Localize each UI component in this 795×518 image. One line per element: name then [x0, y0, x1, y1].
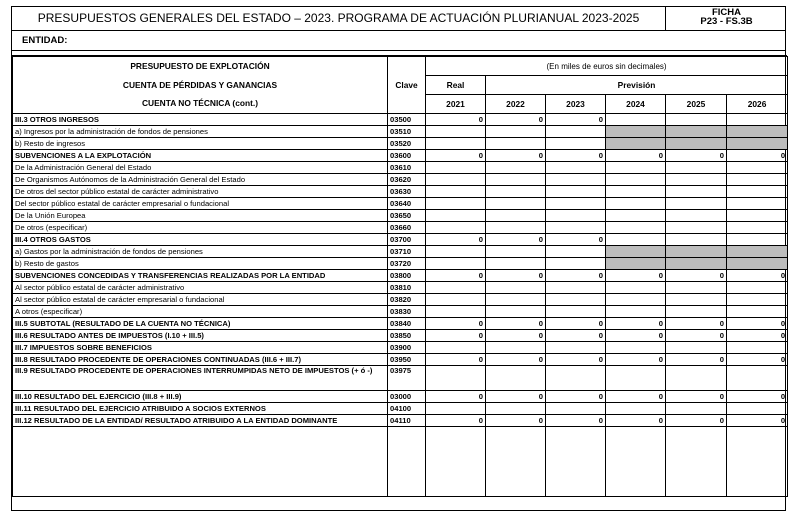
value-cell-2023[interactable]: 0 [546, 415, 606, 427]
value-cell-2026[interactable] [727, 234, 788, 246]
value-cell-2022[interactable] [486, 210, 546, 222]
value-cell-2023[interactable] [546, 174, 606, 186]
value-cell-2023[interactable] [546, 186, 606, 198]
value-cell-2022[interactable]: 0 [486, 318, 546, 330]
title-line-2: CUENTA DE PÉRDIDAS Y GANANCIAS [13, 76, 388, 95]
ficha-label: FICHA [711, 7, 742, 18]
blank-cell [546, 427, 606, 497]
units-note: (En miles de euros sin decimales) [426, 57, 788, 76]
value-cell-2023[interactable] [546, 246, 606, 258]
value-cell-2023[interactable] [546, 126, 606, 138]
form-header [12, 7, 785, 31]
table-row [13, 150, 788, 162]
value-cell-2023[interactable] [546, 258, 606, 270]
year-header: 2026 [727, 95, 788, 114]
value-cell-2025[interactable] [666, 342, 727, 354]
value-cell-2021[interactable] [426, 222, 486, 234]
year-header: 2024 [606, 95, 666, 114]
table-row [13, 282, 788, 294]
value-cell-2023[interactable]: 0 [546, 318, 606, 330]
value-cell-2021[interactable]: 0 [426, 415, 486, 427]
table-row [13, 294, 788, 306]
value-cell-2021[interactable] [426, 366, 486, 391]
value-cell-2021[interactable]: 0 [426, 150, 486, 162]
value-cell-2021[interactable]: 0 [426, 354, 486, 366]
value-cell-2024 [606, 246, 666, 258]
value-cell-2022[interactable]: 0 [486, 150, 546, 162]
value-cell-2023[interactable] [546, 198, 606, 210]
table-body [13, 114, 788, 497]
table-row [13, 234, 788, 246]
table-row [13, 270, 788, 282]
value-cell-2023[interactable]: 0 [546, 150, 606, 162]
value-cell-2026[interactable]: 0 [727, 330, 788, 342]
table-row [13, 391, 788, 403]
value-cell-2021[interactable] [426, 198, 486, 210]
value-cell-2024[interactable]: 0 [606, 150, 666, 162]
row-label: III.4 OTROS GASTOS [13, 234, 388, 246]
table-row [13, 174, 788, 186]
table-row [13, 138, 788, 150]
table-row [13, 366, 788, 391]
blank-cell [666, 427, 727, 497]
row-clave: 03720 [388, 258, 426, 270]
row-label: De la Unión Europea [13, 210, 388, 222]
blank-cell [606, 427, 666, 497]
row-clave: 03630 [388, 186, 426, 198]
value-cell-2025[interactable] [666, 186, 727, 198]
value-cell-2022[interactable] [486, 403, 546, 415]
value-cell-2023[interactable] [546, 210, 606, 222]
value-cell-2025[interactable]: 0 [666, 391, 727, 403]
table-row [13, 330, 788, 342]
value-cell-2026[interactable]: 0 [727, 318, 788, 330]
value-cell-2022[interactable]: 0 [486, 354, 546, 366]
row-clave: 03520 [388, 138, 426, 150]
blank-cell [388, 427, 426, 497]
value-cell-2025[interactable] [666, 306, 727, 318]
value-cell-2025[interactable] [666, 282, 727, 294]
row-label: Al sector público estatal de carácter administrativo [13, 282, 388, 294]
row-clave: 03900 [388, 342, 426, 354]
year-header: 2025 [666, 95, 727, 114]
value-cell-2026[interactable] [727, 222, 788, 234]
row-clave: 03500 [388, 114, 426, 126]
value-cell-2024[interactable] [606, 234, 666, 246]
table-row [13, 354, 788, 366]
value-cell-2023[interactable] [546, 366, 606, 391]
value-cell-2024[interactable] [606, 174, 666, 186]
table-row [13, 222, 788, 234]
row-label: III.6 RESULTADO ANTES DE IMPUESTOS (I.10 + III.5) [13, 330, 388, 342]
value-cell-2021[interactable] [426, 258, 486, 270]
value-cell-2025[interactable]: 0 [666, 354, 727, 366]
row-clave: 03850 [388, 330, 426, 342]
value-cell-2026[interactable] [727, 198, 788, 210]
value-cell-2021[interactable] [426, 403, 486, 415]
value-cell-2024[interactable]: 0 [606, 270, 666, 282]
row-label: a) Ingresos por la administración de fondos de pensiones [13, 126, 388, 138]
table-row [13, 306, 788, 318]
row-clave: 03640 [388, 198, 426, 210]
value-cell-2025[interactable]: 0 [666, 150, 727, 162]
value-cell-2024[interactable] [606, 186, 666, 198]
year-header: 2022 [486, 95, 546, 114]
value-cell-2024 [606, 258, 666, 270]
value-cell-2025[interactable] [666, 366, 727, 391]
row-label: A otros (especificar) [13, 306, 388, 318]
row-clave: 03600 [388, 150, 426, 162]
table-row [13, 114, 788, 126]
value-cell-2023[interactable] [546, 306, 606, 318]
value-cell-2025[interactable] [666, 162, 727, 174]
value-cell-2024[interactable] [606, 162, 666, 174]
row-label: III.8 RESULTADO PROCEDENTE DE OPERACIONES CONTINUADAS (III.6 + III.7) [13, 354, 388, 366]
value-cell-2024[interactable] [606, 403, 666, 415]
value-cell-2024 [606, 126, 666, 138]
value-cell-2024[interactable]: 0 [606, 318, 666, 330]
value-cell-2022[interactable] [486, 186, 546, 198]
row-clave: 03800 [388, 270, 426, 282]
title-line-1: PRESUPUESTO DE EXPLOTACIÓN [13, 57, 388, 76]
value-cell-2021[interactable] [426, 294, 486, 306]
row-clave: 03820 [388, 294, 426, 306]
value-cell-2026[interactable]: 0 [727, 270, 788, 282]
value-cell-2022[interactable] [486, 258, 546, 270]
table-row [13, 186, 788, 198]
value-cell-2022[interactable] [486, 162, 546, 174]
value-cell-2021[interactable] [426, 174, 486, 186]
value-cell-2022[interactable]: 0 [486, 330, 546, 342]
value-cell-2026[interactable]: 0 [727, 354, 788, 366]
value-cell-2021[interactable] [426, 306, 486, 318]
row-clave: 03000 [388, 391, 426, 403]
value-cell-2026 [727, 126, 788, 138]
budget-table [12, 56, 788, 497]
value-cell-2021[interactable] [426, 138, 486, 150]
value-cell-2023[interactable]: 0 [546, 114, 606, 126]
value-cell-2024[interactable]: 0 [606, 415, 666, 427]
real-header: Real [426, 76, 486, 95]
value-cell-2023[interactable]: 0 [546, 391, 606, 403]
budget-table-container [12, 55, 787, 512]
row-label: III.5 SUBTOTAL (RESULTADO DE LA CUENTA NO TÉCNICA) [13, 318, 388, 330]
value-cell-2023[interactable]: 0 [546, 354, 606, 366]
value-cell-2026[interactable] [727, 174, 788, 186]
row-clave: 03810 [388, 282, 426, 294]
value-cell-2023[interactable]: 0 [546, 234, 606, 246]
value-cell-2024[interactable] [606, 222, 666, 234]
value-cell-2022[interactable] [486, 174, 546, 186]
form-sheet [11, 6, 786, 511]
row-clave: 03830 [388, 306, 426, 318]
value-cell-2022[interactable] [486, 246, 546, 258]
row-label: De la Administración General del Estado [13, 162, 388, 174]
value-cell-2022[interactable] [486, 282, 546, 294]
table-row [13, 198, 788, 210]
blank-row [13, 427, 788, 497]
row-clave: 03510 [388, 126, 426, 138]
value-cell-2022[interactable] [486, 222, 546, 234]
value-cell-2026[interactable] [727, 162, 788, 174]
value-cell-2021[interactable]: 0 [426, 330, 486, 342]
value-cell-2024[interactable] [606, 342, 666, 354]
value-cell-2022[interactable] [486, 306, 546, 318]
table-row [13, 342, 788, 354]
value-cell-2024[interactable]: 0 [606, 330, 666, 342]
row-label: III.7 IMPUESTOS SOBRE BENEFICIOS [13, 342, 388, 354]
value-cell-2024[interactable]: 0 [606, 391, 666, 403]
value-cell-2022[interactable] [486, 198, 546, 210]
value-cell-2024[interactable] [606, 294, 666, 306]
row-label: III.12 RESULTADO DE LA ENTIDAD/ RESULTADO ATRIBUIDO A LA ENTIDAD DOMINANTE [13, 415, 388, 427]
value-cell-2021[interactable] [426, 162, 486, 174]
title-line-3: CUENTA NO TÉCNICA (cont.) [13, 95, 388, 114]
row-label: Al sector público estatal de carácter empresarial o fundacional [13, 294, 388, 306]
value-cell-2023[interactable] [546, 162, 606, 174]
value-cell-2024[interactable] [606, 198, 666, 210]
table-row [13, 210, 788, 222]
value-cell-2021[interactable] [426, 210, 486, 222]
row-label: De otros del sector público estatal de carácter administrativo [13, 186, 388, 198]
row-label: b) Resto de ingresos [13, 138, 388, 150]
value-cell-2024[interactable] [606, 366, 666, 391]
row-label: III.11 RESULTADO DEL EJERCICIO ATRIBUIDO A SOCIOS EXTERNOS [13, 403, 388, 415]
row-clave: 04100 [388, 403, 426, 415]
value-cell-2026[interactable] [727, 282, 788, 294]
value-cell-2021[interactable] [426, 126, 486, 138]
value-cell-2026[interactable]: 0 [727, 415, 788, 427]
row-label: De Organismos Autónomos de la Administración General del Estado [13, 174, 388, 186]
row-clave: 03700 [388, 234, 426, 246]
value-cell-2022[interactable] [486, 294, 546, 306]
value-cell-2025[interactable] [666, 198, 727, 210]
blank-cell [426, 427, 486, 497]
value-cell-2023[interactable] [546, 282, 606, 294]
value-cell-2026[interactable] [727, 114, 788, 126]
value-cell-2023[interactable]: 0 [546, 270, 606, 282]
year-header: 2023 [546, 95, 606, 114]
value-cell-2023[interactable]: 0 [546, 330, 606, 342]
value-cell-2024[interactable] [606, 114, 666, 126]
value-cell-2021[interactable]: 0 [426, 318, 486, 330]
row-label: III.9 RESULTADO PROCEDENTE DE OPERACIONES INTERRUMPIDAS NETO DE IMPUESTOS (+ ó -) [13, 366, 388, 391]
value-cell-2025[interactable]: 0 [666, 318, 727, 330]
value-cell-2021[interactable] [426, 246, 486, 258]
value-cell-2026[interactable] [727, 306, 788, 318]
row-clave: 03620 [388, 174, 426, 186]
value-cell-2026 [727, 138, 788, 150]
row-clave: 03710 [388, 246, 426, 258]
value-cell-2025[interactable]: 0 [666, 270, 727, 282]
value-cell-2024[interactable] [606, 306, 666, 318]
row-label: De otros (especificar) [13, 222, 388, 234]
row-clave: 03840 [388, 318, 426, 330]
value-cell-2026[interactable] [727, 210, 788, 222]
row-label: Del sector público estatal de carácter empresarial o fundacional [13, 198, 388, 210]
value-cell-2025[interactable]: 0 [666, 415, 727, 427]
row-label: a) Gastos por la administración de fondos de pensiones [13, 246, 388, 258]
value-cell-2025 [666, 138, 727, 150]
ficha-box [666, 7, 787, 30]
blank-cell [486, 427, 546, 497]
year-header: 2021 [426, 95, 486, 114]
value-cell-2025 [666, 258, 727, 270]
value-cell-2021[interactable] [426, 282, 486, 294]
value-cell-2025[interactable]: 0 [666, 330, 727, 342]
value-cell-2022[interactable]: 0 [486, 270, 546, 282]
row-label: b) Resto de gastos [13, 258, 388, 270]
blank-cell [727, 427, 788, 497]
value-cell-2021[interactable] [426, 186, 486, 198]
value-cell-2026[interactable]: 0 [727, 150, 788, 162]
row-label: SUBVENCIONES A LA EXPLOTACIÓN [13, 150, 388, 162]
value-cell-2021[interactable]: 0 [426, 114, 486, 126]
row-clave: 04110 [388, 415, 426, 427]
clave-header: Clave [388, 57, 426, 114]
row-label: SUBVENCIONES CONCEDIDAS Y TRANSFERENCIAS REALIZADAS POR LA ENTIDAD [13, 270, 388, 282]
row-clave: 03950 [388, 354, 426, 366]
value-cell-2024[interactable]: 0 [606, 354, 666, 366]
value-cell-2024 [606, 138, 666, 150]
value-cell-2022[interactable]: 0 [486, 114, 546, 126]
value-cell-2026[interactable]: 0 [727, 391, 788, 403]
value-cell-2024[interactable] [606, 282, 666, 294]
value-cell-2023[interactable] [546, 403, 606, 415]
value-cell-2022[interactable]: 0 [486, 234, 546, 246]
table-row [13, 318, 788, 330]
row-clave: 03660 [388, 222, 426, 234]
value-cell-2026[interactable] [727, 366, 788, 391]
value-cell-2025[interactable] [666, 403, 727, 415]
value-cell-2026[interactable] [727, 294, 788, 306]
table-row [13, 403, 788, 415]
value-cell-2025[interactable] [666, 234, 727, 246]
value-cell-2025 [666, 246, 727, 258]
value-cell-2025[interactable] [666, 174, 727, 186]
row-clave: 03610 [388, 162, 426, 174]
blank-cell [13, 427, 388, 497]
value-cell-2021[interactable]: 0 [426, 270, 486, 282]
value-cell-2021[interactable]: 0 [426, 234, 486, 246]
value-cell-2022[interactable] [486, 342, 546, 354]
value-cell-2025[interactable] [666, 294, 727, 306]
value-cell-2026[interactable] [727, 403, 788, 415]
value-cell-2023[interactable] [546, 222, 606, 234]
value-cell-2022[interactable] [486, 366, 546, 391]
ficha-code: P23 - FS.3B [700, 16, 753, 27]
value-cell-2022[interactable] [486, 126, 546, 138]
row-label: III.3 OTROS INGRESOS [13, 114, 388, 126]
row-clave: 03975 [388, 366, 426, 391]
table-row [13, 258, 788, 270]
value-cell-2023[interactable] [546, 294, 606, 306]
value-cell-2025[interactable] [666, 210, 727, 222]
value-cell-2023[interactable] [546, 138, 606, 150]
prevision-header: Previsión [486, 76, 788, 95]
table-row [13, 246, 788, 258]
value-cell-2026 [727, 258, 788, 270]
value-cell-2023[interactable] [546, 342, 606, 354]
value-cell-2025[interactable] [666, 114, 727, 126]
table-row [13, 415, 788, 427]
row-label: III.10 RESULTADO DEL EJERCICIO (III.8 + III.9) [13, 391, 388, 403]
value-cell-2025 [666, 126, 727, 138]
value-cell-2022[interactable]: 0 [486, 415, 546, 427]
value-cell-2026 [727, 246, 788, 258]
row-clave: 03650 [388, 210, 426, 222]
table-row [13, 126, 788, 138]
form-title: PRESUPUESTOS GENERALES DEL ESTADO – 2023. PROGRAMA DE ACTUACIÓN PLURIANUAL 2023-2025 [12, 7, 666, 30]
table-row [13, 162, 788, 174]
value-cell-2022[interactable]: 0 [486, 391, 546, 403]
value-cell-2021[interactable] [426, 342, 486, 354]
value-cell-2024[interactable] [606, 210, 666, 222]
value-cell-2026[interactable] [727, 186, 788, 198]
entidad-field[interactable]: ENTIDAD: [12, 31, 785, 51]
value-cell-2022[interactable] [486, 138, 546, 150]
value-cell-2021[interactable]: 0 [426, 391, 486, 403]
value-cell-2026[interactable] [727, 342, 788, 354]
value-cell-2025[interactable] [666, 222, 727, 234]
